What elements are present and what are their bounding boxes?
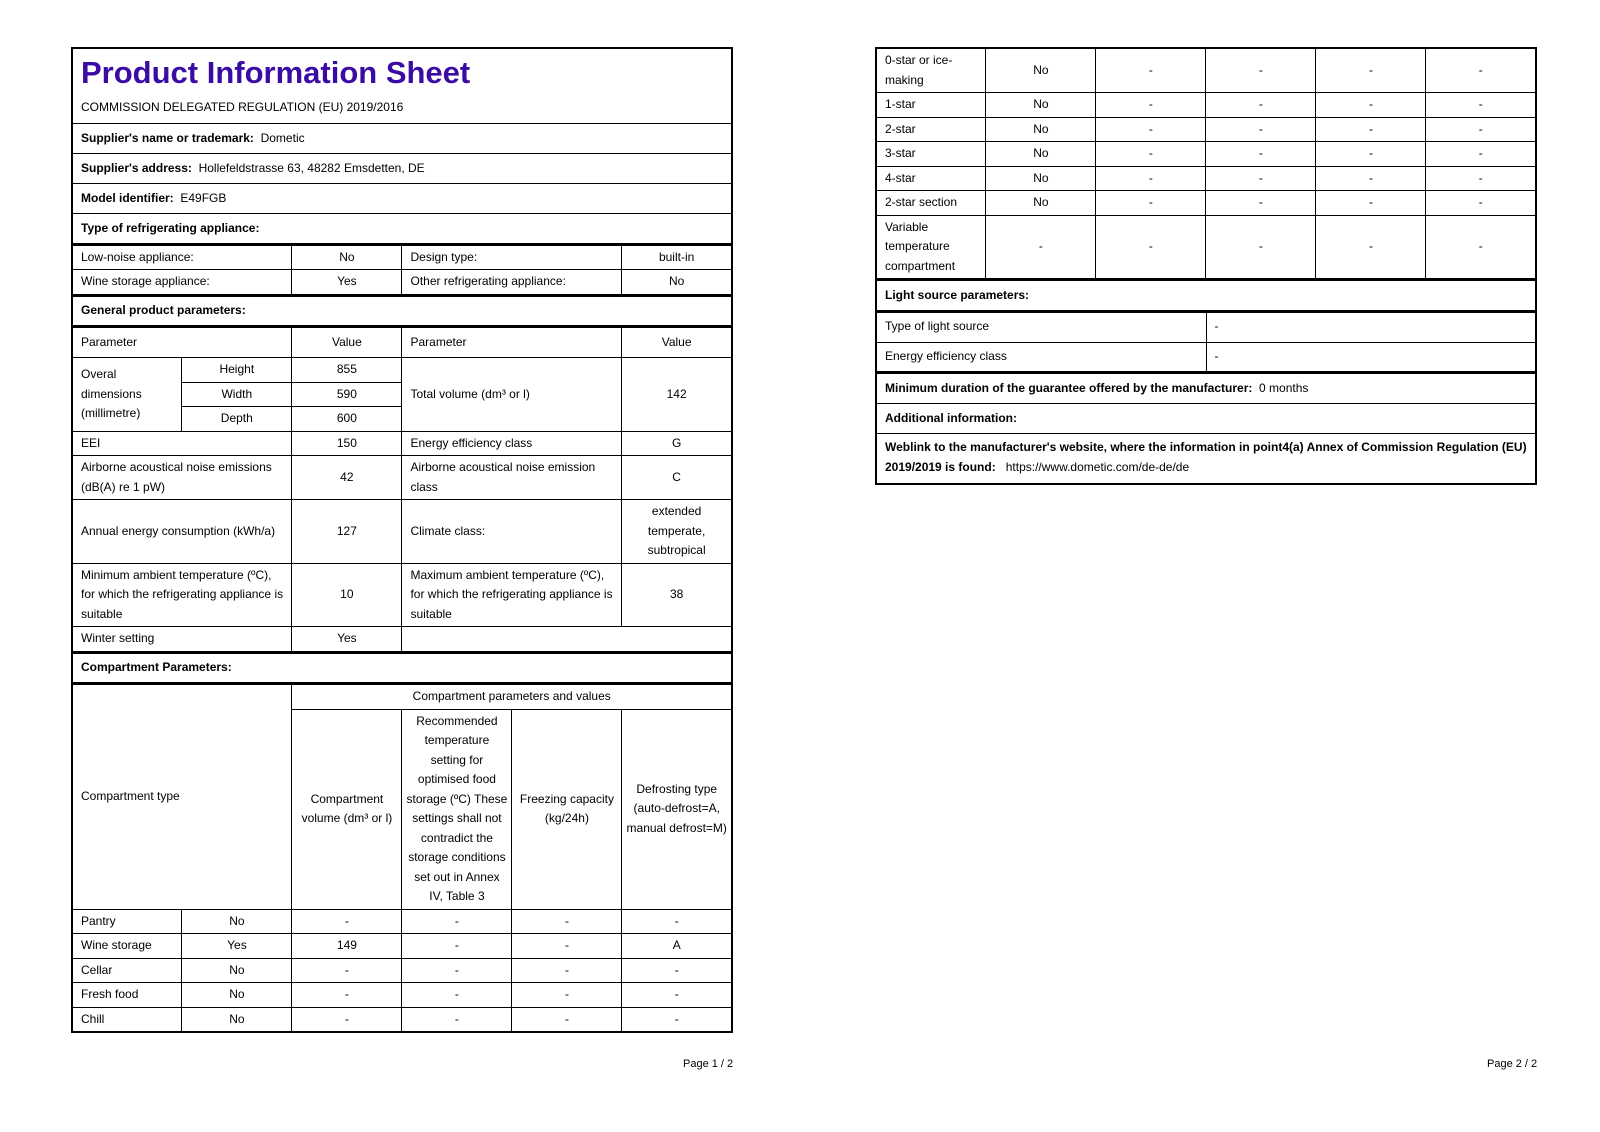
compartment-present: No <box>986 166 1096 191</box>
compartment-present: No <box>986 93 1096 118</box>
table-row <box>72 909 732 934</box>
compartment-volume: - <box>292 983 402 1008</box>
light-class-value: - <box>1206 342 1536 372</box>
light-source-heading: Light source parameters: <box>876 281 1536 311</box>
total-volume-label: Total volume (dm³ or l) <box>402 358 622 432</box>
compartment-volume: - <box>1096 215 1206 279</box>
compartment-temp: - <box>1206 215 1316 279</box>
compartment-freezing: - <box>1316 191 1426 216</box>
compartment-temp: - <box>1206 117 1316 142</box>
height-value: 855 <box>292 358 402 383</box>
page-1 <box>71 47 733 1033</box>
compartment-freezing: - <box>512 1007 622 1032</box>
compartment-freezing: - <box>1316 166 1426 191</box>
annual-energy-label: Annual energy consumption (kWh/a) <box>72 500 292 564</box>
compartment-volume: - <box>1096 142 1206 167</box>
compartment-present: No <box>182 909 292 934</box>
compartment-temp: - <box>1206 48 1316 93</box>
weblink-row <box>876 434 1536 485</box>
compartment-volume: - <box>1096 93 1206 118</box>
table-row <box>876 93 1536 118</box>
annual-energy-value: 127 <box>292 500 402 564</box>
table-row <box>876 142 1536 167</box>
compartment-volume: 149 <box>292 934 402 959</box>
compartment-params-header: Compartment parameters and values <box>292 685 732 710</box>
compartment-present: No <box>986 142 1096 167</box>
compartment-name: Fresh food <box>72 983 182 1008</box>
general-parameters-table <box>71 327 733 653</box>
compartment-temp: - <box>402 1007 512 1032</box>
col-parameter-right: Parameter <box>402 328 622 358</box>
other-appliance-value: No <box>622 270 732 295</box>
compartment-freezing: - <box>512 934 622 959</box>
total-volume-value: 142 <box>622 358 732 432</box>
compartment-defrost: - <box>1426 191 1536 216</box>
noise-label: Airborne acoustical noise emissions (dB(A) re 1 pW) <box>72 456 292 500</box>
compartment-volume: - <box>1096 117 1206 142</box>
col-value-left: Value <box>292 328 402 358</box>
light-source-table <box>875 312 1537 374</box>
low-noise-label: Low-noise appliance: <box>72 245 292 270</box>
weblink-label: Weblink to the manufacturer's website, where the information in point4(a) Annex of Commission Regulation (EU) 2019/2019 is found: <box>885 440 1527 474</box>
compartment-temp: - <box>402 909 512 934</box>
compartment-defrost: - <box>1426 142 1536 167</box>
additional-info-table <box>875 373 1537 485</box>
noise-value: 42 <box>292 456 402 500</box>
compartment-present: - <box>986 215 1096 279</box>
compartment-present: No <box>986 191 1096 216</box>
table-row <box>72 1007 732 1032</box>
light-heading-table <box>875 280 1537 312</box>
compartment-defrost: - <box>1426 93 1536 118</box>
climate-class-value: extended temperate, subtropical <box>622 500 732 564</box>
energy-class-label: Energy efficiency class <box>402 431 622 456</box>
compartment-freezing: - <box>512 983 622 1008</box>
depth-label: Depth <box>182 407 292 432</box>
table-row <box>876 166 1536 191</box>
compartment-temp: - <box>1206 93 1316 118</box>
appliance-type-table <box>71 245 733 296</box>
compartment-present: No <box>986 48 1096 93</box>
compartment-defrost: - <box>1426 166 1536 191</box>
compartment-table <box>71 684 733 1033</box>
light-type-label: Type of light source <box>876 312 1206 342</box>
col-parameter-left: Parameter <box>72 328 292 358</box>
compartment-parameters-heading: Compartment Parameters: <box>72 653 732 683</box>
compartment-present: No <box>182 958 292 983</box>
page-title: Product Information Sheet <box>81 55 471 90</box>
width-label: Width <box>182 382 292 407</box>
eei-label: EEI <box>72 431 292 456</box>
page-2 <box>875 47 1537 485</box>
model-identifier-row <box>72 184 732 214</box>
max-temp-label: Maximum ambient temperature (ºC), for which the refrigerating appliance is suitable <box>402 563 622 627</box>
compartment-defrost: - <box>1426 215 1536 279</box>
empty-cell <box>402 627 732 652</box>
light-type-value: - <box>1206 312 1536 342</box>
compartment-defrost: - <box>622 958 732 983</box>
guarantee-label: Minimum duration of the guarantee offered by the manufacturer: <box>885 380 1253 395</box>
page-number-2: Page 2 / 2 <box>1487 1058 1538 1070</box>
col-value-right: Value <box>622 328 732 358</box>
compartment-name: Cellar <box>72 958 182 983</box>
wine-storage-appliance-value: Yes <box>292 270 402 295</box>
compartment-present: No <box>182 983 292 1008</box>
compartment-present: No <box>182 1007 292 1032</box>
compartment-freezing: - <box>1316 142 1426 167</box>
compartment-volume: - <box>1096 48 1206 93</box>
supplier-address-value: Hollefeldstrasse 63, 48282 Emsdetten, DE <box>198 160 425 175</box>
general-parameters-heading-table <box>71 296 733 328</box>
compartment-temp: - <box>402 983 512 1008</box>
table-row <box>876 215 1536 279</box>
supplier-name-value: Dometic <box>260 130 305 145</box>
compartment-volume: - <box>292 958 402 983</box>
general-parameters-heading: General product parameters: <box>72 296 732 326</box>
regulation-reference: COMMISSION DELEGATED REGULATION (EU) 2019/2016 <box>81 100 404 114</box>
wine-storage-appliance-label: Wine storage appliance: <box>72 270 292 295</box>
model-identifier-value: E49FGB <box>180 190 227 205</box>
energy-class-value: G <box>622 431 732 456</box>
noise-class-label: Airborne acoustical noise emission class <box>402 456 622 500</box>
compartment-volume: - <box>292 1007 402 1032</box>
compartment-name: Wine storage <box>72 934 182 959</box>
compartment-type-header: Compartment type <box>72 685 292 910</box>
header-block <box>71 47 733 245</box>
winter-setting-value: Yes <box>292 627 402 652</box>
page-number-1: Page 1 / 2 <box>683 1058 734 1070</box>
compartment-temp: - <box>1206 191 1316 216</box>
compartment-defrost: - <box>1426 48 1536 93</box>
compartment-heading-table <box>71 653 733 685</box>
min-temp-value: 10 <box>292 563 402 627</box>
compartment-name: 2-star section <box>876 191 986 216</box>
compartment-defrost: - <box>622 1007 732 1032</box>
compartment-temp: - <box>402 958 512 983</box>
compartment-name: 4-star <box>876 166 986 191</box>
width-value: 590 <box>292 382 402 407</box>
supplier-name-row <box>72 124 732 154</box>
compartment-volume: - <box>1096 191 1206 216</box>
design-type-value: built-in <box>622 245 732 270</box>
dimensions-label: Overal dimensions (millimetre) <box>72 358 182 432</box>
col-freezing-capacity: Freezing capacity (kg/24h) <box>512 709 622 909</box>
height-label: Height <box>182 358 292 383</box>
compartment-name: 0-star or ice-making <box>876 48 986 93</box>
other-appliance-label: Other refrigerating appliance: <box>402 270 622 295</box>
compartment-name: 3-star <box>876 142 986 167</box>
compartment-temp: - <box>1206 166 1316 191</box>
compartment-name: 1-star <box>876 93 986 118</box>
compartment-defrost: - <box>1426 117 1536 142</box>
compartment-present: No <box>986 117 1096 142</box>
compartment-name: Pantry <box>72 909 182 934</box>
eei-value: 150 <box>292 431 402 456</box>
appliance-type-heading: Type of refrigerating appliance: <box>72 214 732 244</box>
supplier-name-label: Supplier's name or trademark: <box>81 130 254 145</box>
table-row <box>72 983 732 1008</box>
compartment-freezing: - <box>1316 215 1426 279</box>
compartment-defrost: - <box>622 909 732 934</box>
col-recommended-temp: Recommended temperature setting for optimised food storage (ºC) These settings shall not contradict the storage conditions set out in Annex IV, Table 3 <box>402 709 512 909</box>
compartment-name: Variable temperature compartment <box>876 215 986 279</box>
design-type-label: Design type: <box>402 245 622 270</box>
climate-class-label: Climate class: <box>402 500 622 564</box>
compartment-name: Chill <box>72 1007 182 1032</box>
weblink-value[interactable]: https://www.dometic.com/de-de/de <box>1005 459 1190 474</box>
col-defrosting-type: Defrosting type (auto-defrost=A, manual defrost=M) <box>622 709 732 909</box>
compartment-freezing: - <box>512 958 622 983</box>
supplier-address-row <box>72 154 732 184</box>
winter-setting-label: Winter setting <box>72 627 292 652</box>
depth-value: 600 <box>292 407 402 432</box>
light-class-label: Energy efficiency class <box>876 342 1206 372</box>
compartment-freezing: - <box>1316 93 1426 118</box>
guarantee-row <box>876 374 1536 404</box>
table-row <box>876 191 1536 216</box>
table-row <box>876 48 1536 93</box>
compartment-table-continued <box>875 47 1537 280</box>
compartment-freezing: - <box>512 909 622 934</box>
table-row <box>72 958 732 983</box>
model-identifier-label: Model identifier: <box>81 190 174 205</box>
low-noise-value: No <box>292 245 402 270</box>
compartment-present: Yes <box>182 934 292 959</box>
compartment-volume: - <box>292 909 402 934</box>
compartment-defrost: A <box>622 934 732 959</box>
compartment-volume: - <box>1096 166 1206 191</box>
min-temp-label: Minimum ambient temperature (ºC), for which the refrigerating appliance is suitable <box>72 563 292 627</box>
additional-info-heading: Additional information: <box>876 404 1536 434</box>
table-row <box>876 117 1536 142</box>
noise-class-value: C <box>622 456 732 500</box>
compartment-temp: - <box>1206 142 1316 167</box>
max-temp-value: 38 <box>622 563 732 627</box>
compartment-name: 2-star <box>876 117 986 142</box>
col-compartment-volume: Compartment volume (dm³ or l) <box>292 709 402 909</box>
compartment-freezing: - <box>1316 117 1426 142</box>
guarantee-value: 0 months <box>1259 380 1309 395</box>
table-row <box>72 934 732 959</box>
compartment-defrost: - <box>622 983 732 1008</box>
compartment-temp: - <box>402 934 512 959</box>
supplier-address-label: Supplier's address: <box>81 160 192 175</box>
compartment-freezing: - <box>1316 48 1426 93</box>
